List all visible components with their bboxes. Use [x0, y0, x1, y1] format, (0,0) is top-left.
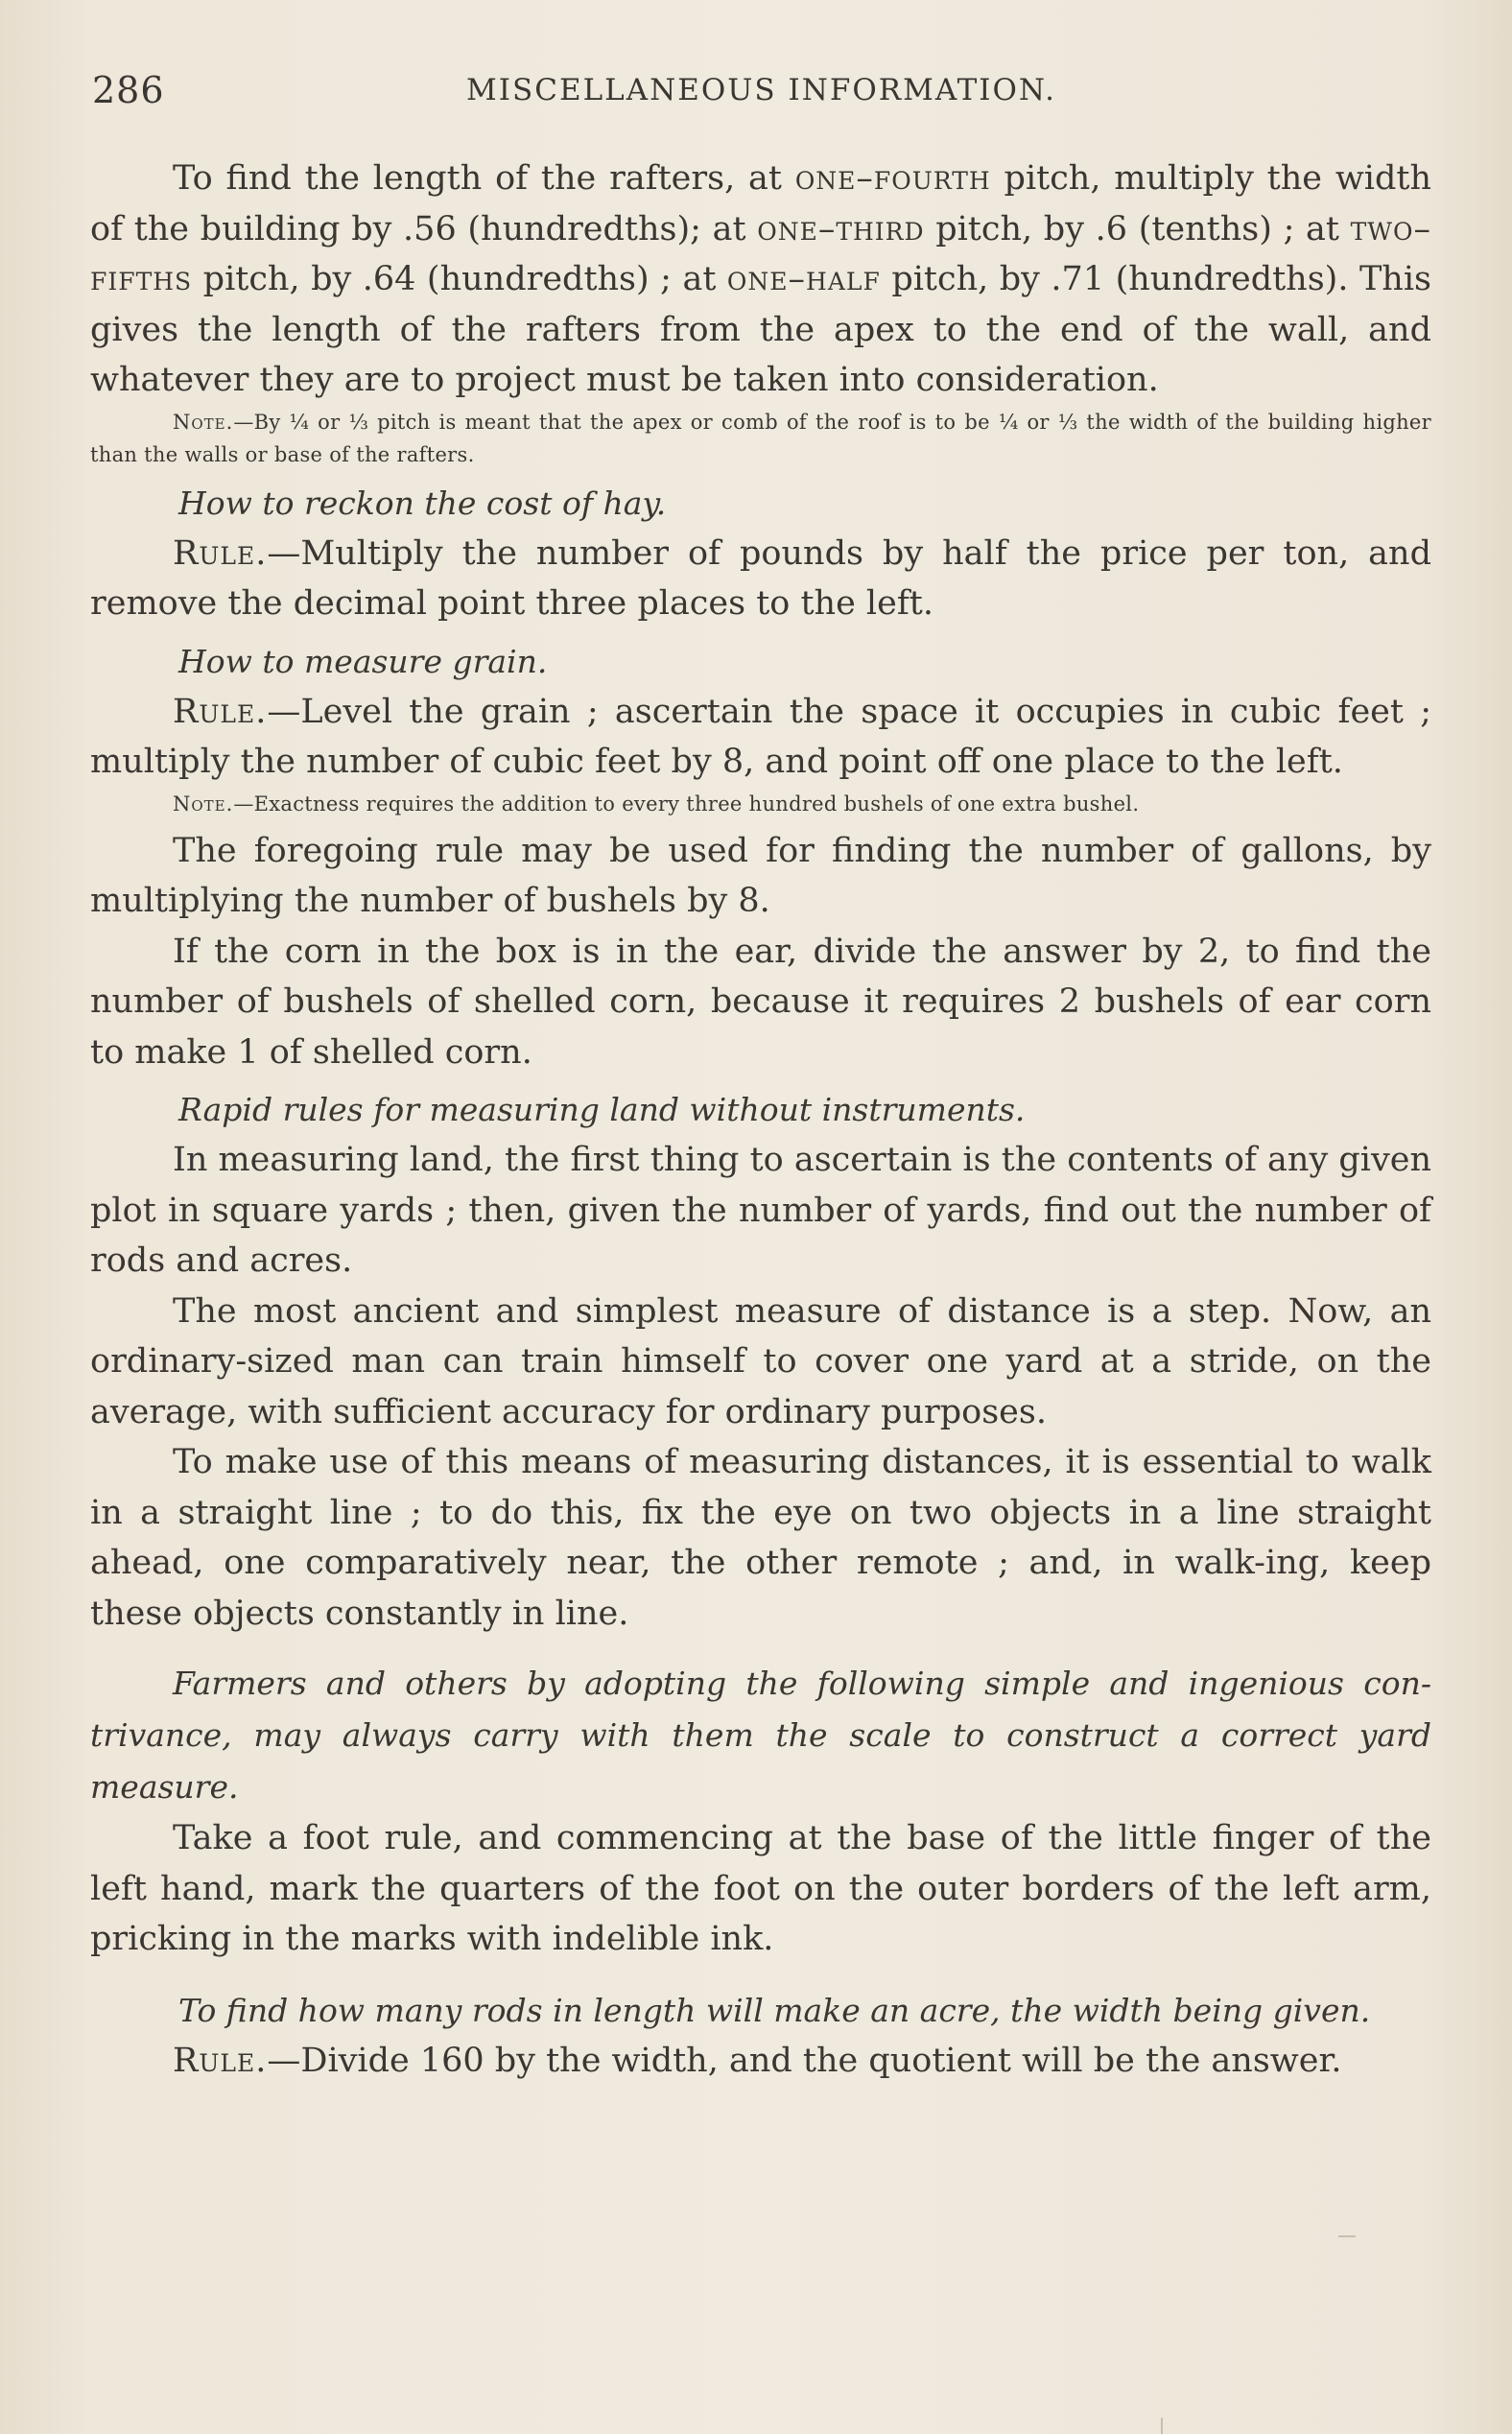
pitch-note-label: Note.: [173, 410, 234, 434]
rafters-text-4: pitch, by .64 (hundredths) ; at: [192, 260, 727, 298]
gallons-paragraph: The foregoing rule may be used for finding the number of gallons, by multiplying the number of bushels by 8.: [90, 831, 1431, 920]
hay-heading: How to reckon the cost of hay.: [178, 484, 667, 522]
yard-paragraph: Take a foot rule, and commencing at the base of the little finger of the left hand, mark the quarters of the foot on the outer borders of the left arm, pricking in the marks with indelible ink.: [90, 1819, 1431, 1958]
pitch-note-text: —By ¼ or ⅓ pitch is meant that the apex or comb of the roof is to be ¼ or ⅓ the width of the building higher than the walls or base of the rafters.: [90, 410, 1431, 466]
grain-note-label: Note.: [173, 792, 234, 815]
margin-mark: [1161, 2418, 1163, 2434]
land-paragraph-3: To make use of this means of measuring distances, it is essential to walk in a straight line ; to do this, fix the eye on two objects in a line straight ahead, one comparatively near, the other remote ; and, in walk-ing, keep these objects constantly in line.: [90, 1443, 1431, 1633]
grain-rule: [90, 687, 1431, 788]
rafters-paragraph: [90, 154, 1431, 406]
pitch-note: [90, 406, 1431, 471]
hay-rule-text: —Multiply the number of pounds by half the price per ton, and remove the decimal point three places to the left.: [90, 533, 1431, 623]
grain-note: [90, 788, 1431, 820]
page-body: [90, 154, 1431, 2086]
hay-rule-label: Rule.: [173, 533, 268, 573]
land-paragraph-2: The most ancient and simplest measure of distance is a step. Now, an ordinary-sized man can train himself to cover one yard at a stride, on the average, with sufficient accuracy for ordinary purposes.: [90, 1291, 1431, 1431]
acre-heading: To find how many rods in length will make an acre, the width being given.: [178, 1991, 1371, 2029]
rafters-text-3: pitch, by .6 (tenths) ; at: [924, 209, 1351, 248]
rafters-pitch-half: one–half: [726, 260, 881, 298]
hay-rule: [90, 529, 1431, 629]
rafters-text-2: pitch, multiply the width of the building by .56 (hundredths); at: [90, 159, 1431, 248]
running-head: MISCELLANEOUS INFORMATION.: [466, 73, 1056, 107]
acre-rule-label: Rule.: [173, 2041, 268, 2080]
yard-heading: Farmers and others by adopting the following simple and ingenious con-trivance, may always carry with them the scale to construct a correct yard measure.: [90, 1665, 1431, 1806]
page-header: [92, 69, 1430, 123]
acre-rule: [90, 2036, 1431, 2087]
rafters-pitch-third: one–third: [757, 209, 925, 248]
rafters-pitch-quarter: one–fourth: [794, 159, 991, 198]
rafters-text-5: pitch, by .71 (hundredths). This gives the length of the rafters from the apex to the end of the wall, and whatever they are to project must be taken into consideration.: [90, 260, 1431, 399]
rafters-pitch-two-fifths: two–fifths: [90, 209, 1431, 298]
grain-rule-label: Rule.: [173, 692, 268, 731]
grain-heading: How to measure grain.: [178, 642, 548, 680]
land-heading: Rapid rules for measuring land without instruments.: [178, 1091, 1026, 1128]
acre-rule-text: —Divide 160 by the width, and the quotient will be the answer.: [267, 2041, 1342, 2080]
grain-note-text: —Exactness requires the addition to every three hundred bushels of one extra bushel.: [233, 792, 1140, 815]
land-paragraph-1: In measuring land, the first thing to ascertain is the contents of any given plot in square yards ; then, given the number of yards, find out the number of rods and acres.: [90, 1141, 1431, 1280]
corn-paragraph: If the corn in the box is in the ear, divide the answer by 2, to find the number of bushels of shelled corn, because it requires 2 bushels of ear corn to make 1 of shelled corn.: [90, 932, 1431, 1072]
rafters-text-1: To find the length of the rafters, at: [173, 159, 795, 198]
margin-mark: [1338, 2235, 1356, 2237]
grain-rule-text: —Level the grain ; ascertain the space it occupies in cubic feet ; multiply the number of cubic feet by 8, and point off one place to the left.: [90, 692, 1431, 781]
page-number: 286: [92, 69, 165, 111]
